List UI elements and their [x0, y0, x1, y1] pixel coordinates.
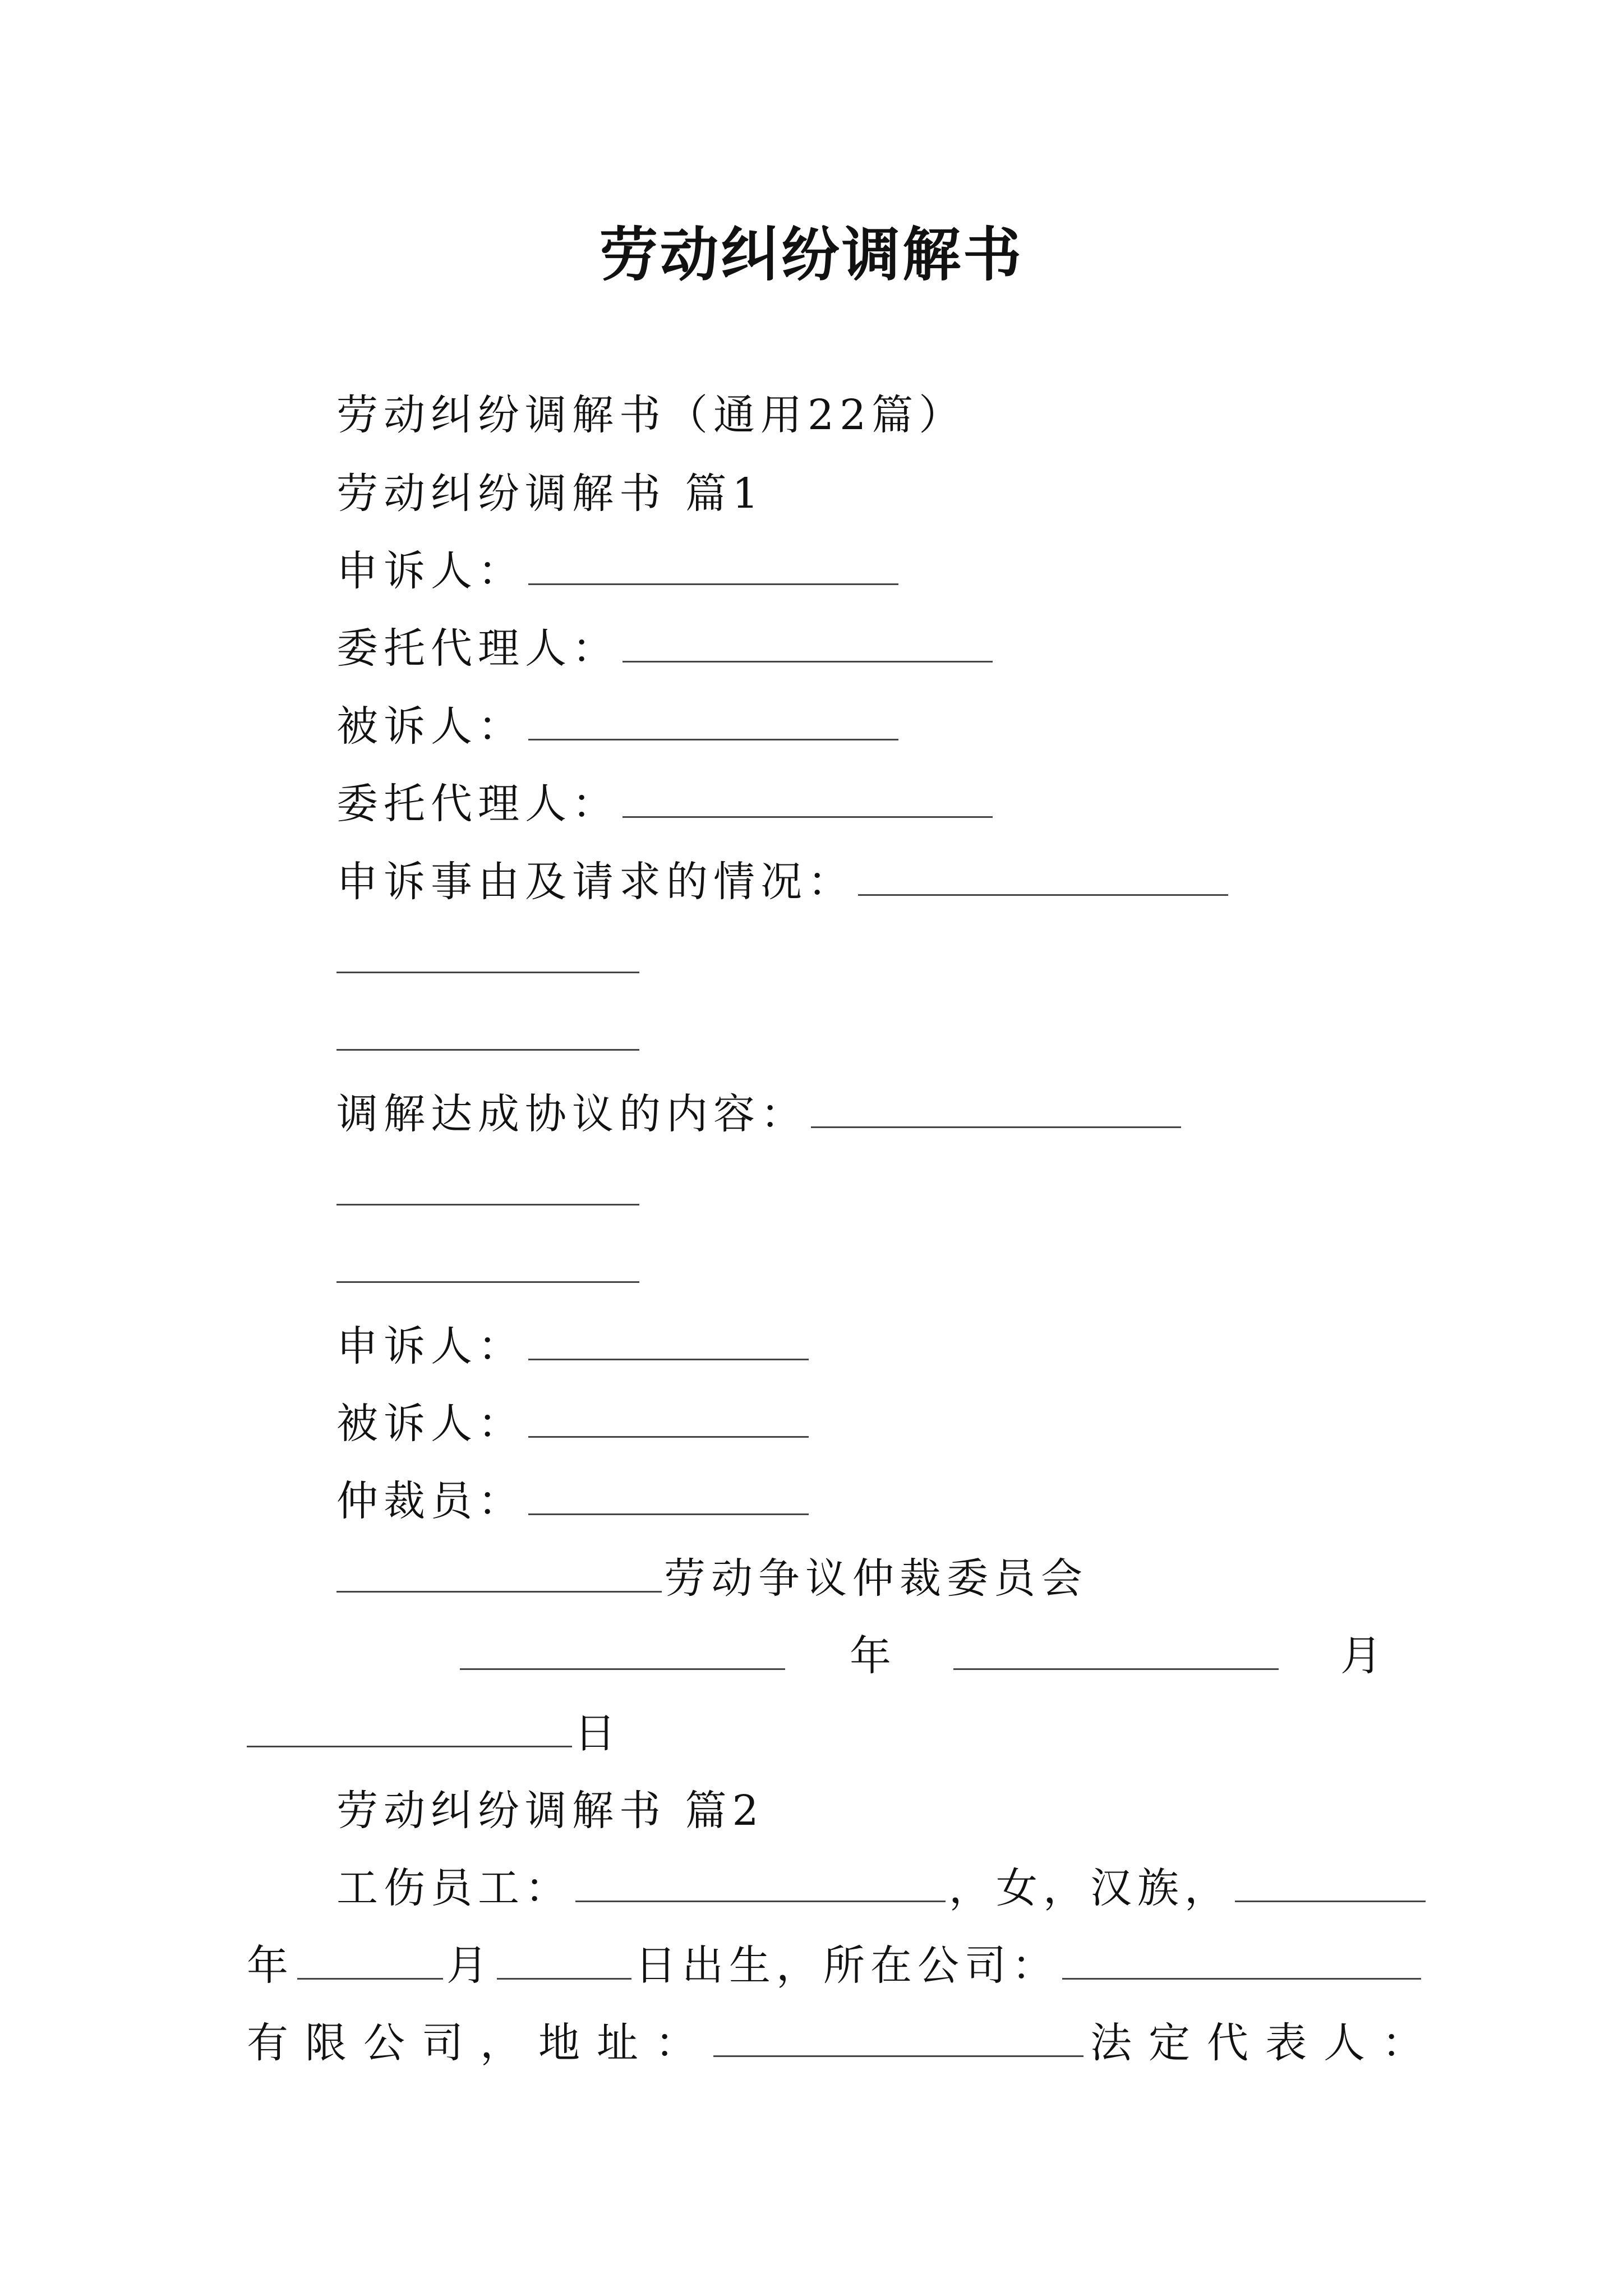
committee-blank[interactable] — [336, 1555, 662, 1593]
respondent-row — [336, 698, 902, 754]
claim-blank[interactable] — [858, 858, 1228, 896]
worker-blank[interactable] — [575, 1865, 946, 1902]
birth-year-blank[interactable] — [1235, 1865, 1426, 1902]
sign-appellant-row — [336, 1318, 812, 1374]
agent-row-1 — [336, 620, 996, 677]
piece1-heading: 劳动纠纷调解书 篇1 — [336, 470, 764, 518]
agreement-label: 调解达成协议的内容： — [336, 1090, 808, 1138]
claim-extra-blank-1[interactable] — [336, 936, 639, 973]
address-blank[interactable] — [713, 2019, 1083, 2057]
agent-label-1: 委托代理人： — [336, 624, 619, 673]
arbitrator-blank[interactable] — [528, 1478, 809, 1515]
day-row — [247, 1705, 621, 1761]
legal-rep-label: 法定代表人： — [1090, 2019, 1440, 2067]
month-label: 月 — [1340, 1632, 1387, 1680]
sign-appellant-label: 申诉人： — [336, 1322, 525, 1370]
respondent-label: 被诉人： — [336, 702, 525, 751]
piece2-heading: 劳动纠纷调解书 篇2 — [336, 1787, 764, 1835]
sign-appellant-blank[interactable] — [528, 1323, 809, 1360]
claim-extra-blank-2[interactable] — [336, 1013, 639, 1051]
claim-label: 申诉事由及请求的情况： — [336, 858, 855, 906]
birth-day-company-label: 日出生，所在公司： — [635, 1941, 1059, 1990]
worker-mid-text: ，女，汉族， — [949, 1864, 1232, 1912]
day-label: 日 — [574, 1709, 621, 1757]
agreement-extra-line-2 — [336, 1241, 639, 1297]
worker-row — [336, 1860, 1429, 1916]
birth-day-blank[interactable] — [497, 1942, 631, 1980]
company-row — [247, 2015, 1440, 2071]
day-blank[interactable] — [247, 1710, 572, 1747]
committee-text: 劳动争议仲裁委员会 — [664, 1554, 1088, 1603]
arbitrator-row — [336, 1473, 812, 1529]
agreement-extra-blank-1[interactable] — [336, 1168, 639, 1205]
sign-respondent-label: 被诉人： — [336, 1400, 525, 1448]
claim-extra-line-1 — [336, 931, 639, 987]
agent-blank-1[interactable] — [623, 625, 993, 662]
sign-respondent-row — [336, 1396, 812, 1452]
agent-row-2 — [336, 776, 996, 832]
agreement-extra-line-1 — [336, 1163, 639, 1220]
agreement-row — [336, 1086, 1184, 1142]
agent-label-2: 委托代理人： — [336, 780, 619, 828]
agent-blank-2[interactable] — [623, 780, 993, 818]
birth-month-blank[interactable] — [297, 1942, 443, 1980]
document-subtitle: 劳动纠纷调解书（通用22篇） — [336, 391, 966, 439]
respondent-blank[interactable] — [528, 703, 898, 740]
company-blank[interactable] — [1062, 1942, 1421, 1980]
committee-row — [336, 1550, 1088, 1607]
agreement-extra-blank-2[interactable] — [336, 1245, 639, 1283]
birth-year-label: 年 — [247, 1941, 294, 1990]
appellant-blank[interactable] — [528, 547, 898, 585]
claim-row — [336, 854, 1232, 910]
appellant-label: 申诉人： — [336, 547, 525, 595]
claim-extra-line-2 — [336, 1009, 639, 1065]
sign-respondent-blank[interactable] — [528, 1400, 809, 1438]
appellant-row — [336, 543, 902, 599]
month-blank-wrap — [953, 1628, 1279, 1684]
birth-month-label: 月 — [446, 1941, 494, 1990]
arbitrator-label: 仲裁员： — [336, 1477, 525, 1525]
year-blank[interactable] — [460, 1632, 785, 1670]
agreement-blank[interactable] — [811, 1091, 1181, 1128]
document-title: 劳动纠纷调解书 — [599, 220, 1023, 289]
company-line-label: 有限公司，地址： — [247, 2019, 713, 2067]
year-label: 年 — [850, 1632, 897, 1680]
worker-label: 工伤员工： — [336, 1864, 572, 1912]
date-row — [460, 1628, 785, 1684]
birth-row — [247, 1938, 1424, 1994]
month-blank[interactable] — [953, 1632, 1279, 1670]
